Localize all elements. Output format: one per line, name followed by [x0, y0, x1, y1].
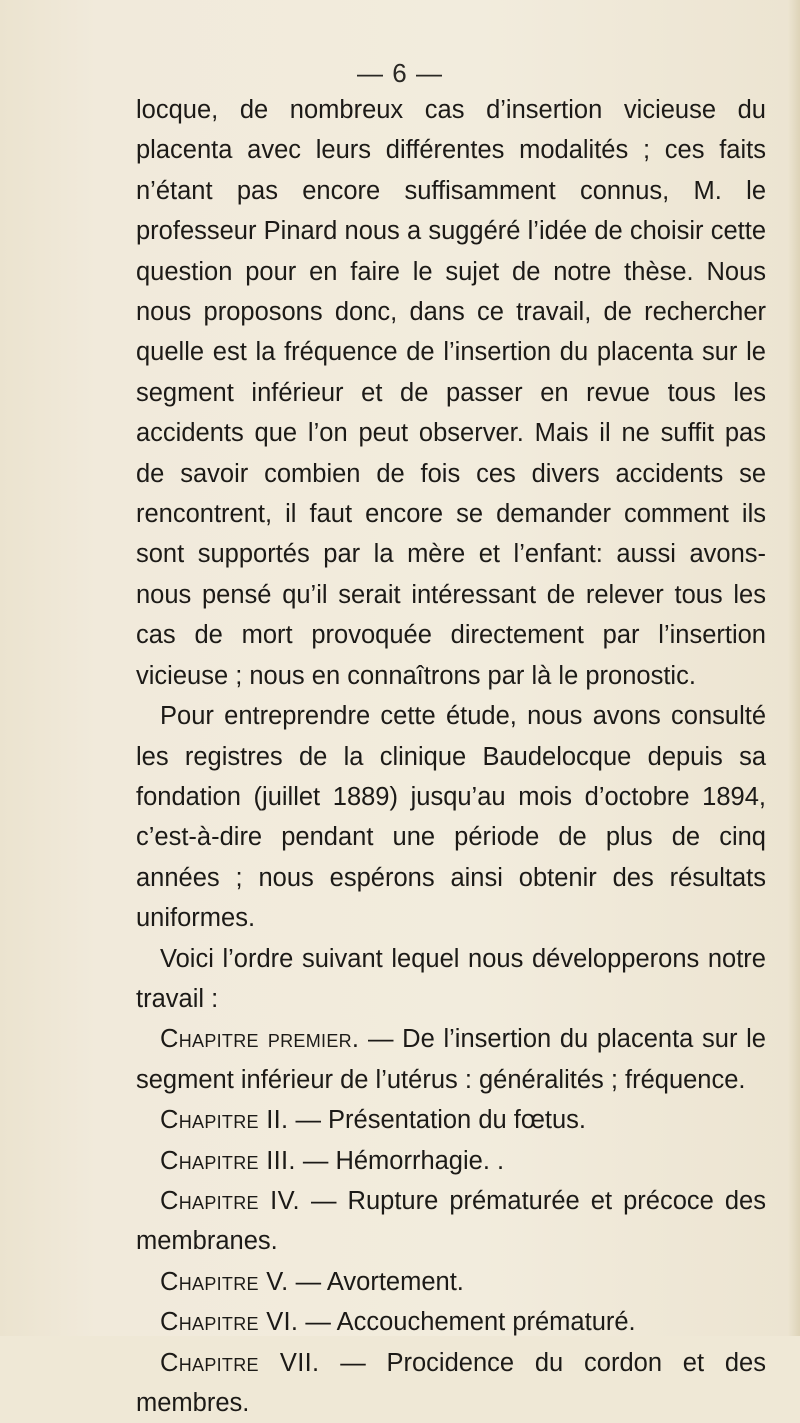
chapter-3-title: — Hémorrhagie. . — [302, 1146, 505, 1175]
chapter-6-title: — Accouchement prématuré. — [305, 1308, 636, 1337]
paragraph-3: Voici l’ordre suivant lequel nous développerons notre travail : — [136, 944, 766, 1013]
chapter-4-heading: Chapitre IV. — [160, 1186, 300, 1215]
chapter-4-title: — Rupture prématurée et précoce des membranes. — [136, 1186, 766, 1256]
chapter-7-heading: Chapitre VII. — [160, 1348, 320, 1377]
body-text — [136, 90, 766, 1423]
chapter-6 — [136, 1302, 766, 1342]
chapter-1-heading: Chapitre premier. — [160, 1025, 360, 1054]
chapter-5-heading: Chapitre V. — [160, 1267, 289, 1296]
chapter-2-heading: Chapitre II. — [160, 1106, 289, 1135]
chapter-3-heading: Chapitre III. — [160, 1146, 296, 1175]
chapter-4 — [136, 1181, 766, 1262]
chapter-1-title: — De l’insertion du placenta sur le segment inférieur de l’utérus : généralités ; fréquence. — [136, 1025, 766, 1094]
chapter-3 — [136, 1141, 766, 1181]
page-number: — 6 — — [357, 58, 443, 88]
page-edge-shadow — [788, 0, 800, 1336]
paragraph-1: locque, de nombreux cas d’insertion vicieuse du placenta avec leurs différentes modalités ; ces faits n’étant pas encore suffisamment connus, M. le professeur Pinard nous a suggéré l’idée de choisir cette question pour en faire le sujet de notre thèse. Nous nous proposons donc, dans ce travail, de rechercher quelle est la fréquence de l’insertion du placenta sur le segment inférieur et de passer en revue tous les accidents que l’on peut observer. Mais il ne suffit pas de savoir combien de fois ces divers accidents se rencontrent, il faut encore se demander comment ils sont supportés par la mère et l’enfant: aussi avons-nous pensé qu’il serait intéressant de relever tous les cas de mort provoquée directement par l’insertion vicieuse ; nous en connaîtrons par là le pronostic. — [136, 96, 766, 690]
paragraph-2: Pour entreprendre cette étude, nous avons consulté les registres de la clinique Baudelocque depuis sa fondation (juillet 1889) jusqu’au mois d’octobre 1894, c’est-à-dire pendant une période de plus de cinq années ; nous espérons ainsi obtenir des résultats uniformes. — [136, 702, 766, 933]
chapter-5-title: — Avortement. — [295, 1267, 464, 1296]
chapter-7 — [136, 1343, 766, 1423]
chapter-6-heading: Chapitre VI. — [160, 1308, 299, 1337]
chapter-2 — [136, 1100, 766, 1140]
chapter-1 — [136, 1019, 766, 1100]
chapter-7-title: — Procidence du cordon et des membres. — [136, 1348, 766, 1417]
chapter-2-title: — Présentation du fœtus. — [295, 1106, 587, 1135]
chapter-5 — [136, 1262, 766, 1302]
